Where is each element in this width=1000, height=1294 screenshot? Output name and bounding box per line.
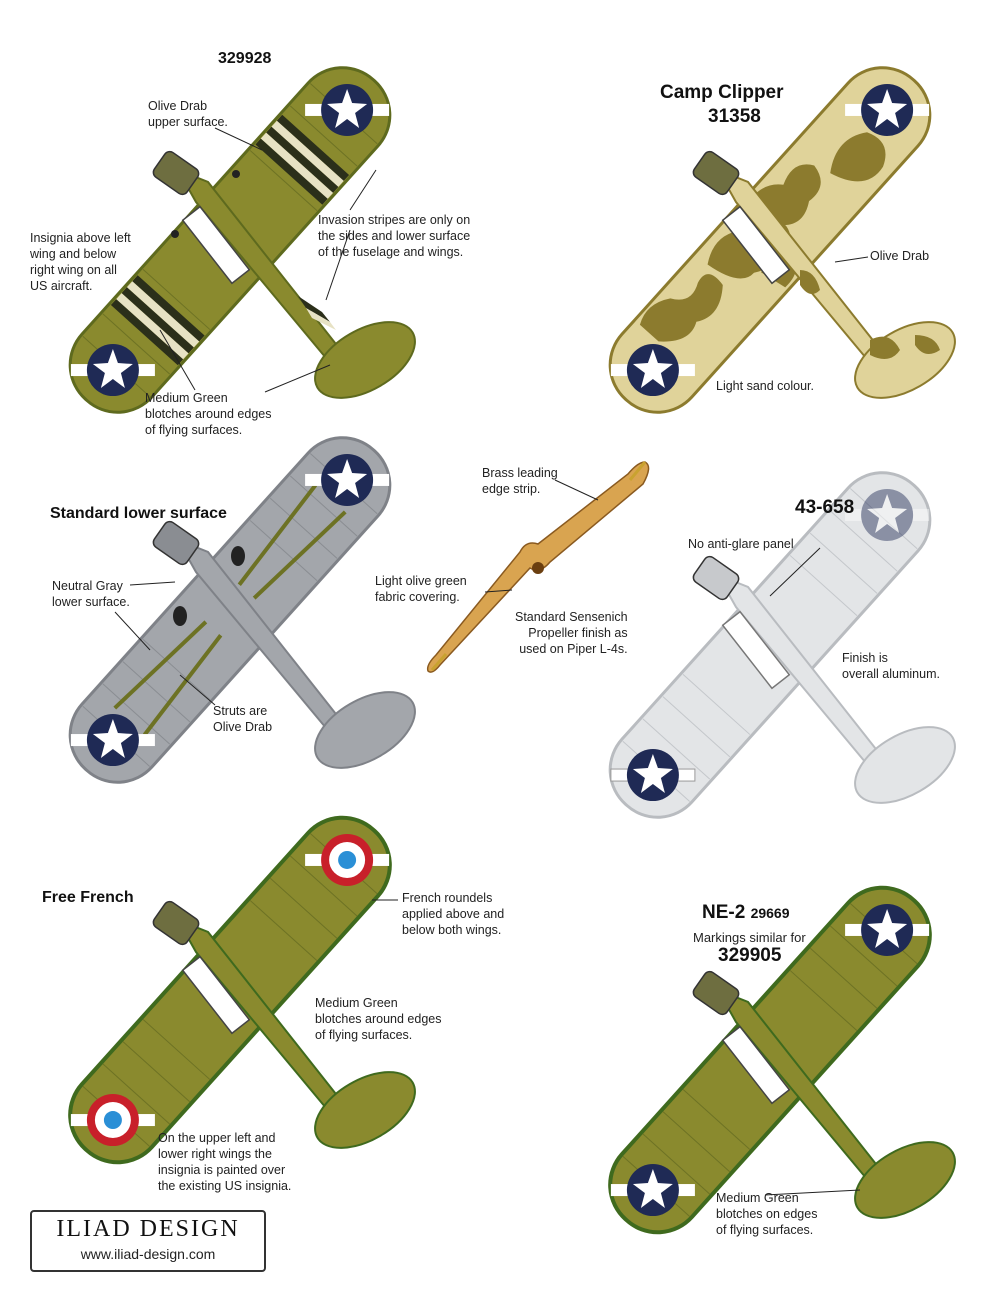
note-sensenich: Standard Sensenich Propeller finish as used on Piper L-4s. (515, 610, 628, 656)
title-camp-clipper: Camp Clipper (660, 82, 784, 103)
brand-url: www.iliad-design.com (80, 1246, 216, 1262)
ne-2-serial: 329905 (718, 945, 782, 966)
note-aluminum: Finish is overall aluminum. (842, 651, 940, 681)
note-olive-drab: Olive Drab (870, 249, 930, 263)
ne-2-label: NE-2 (702, 902, 746, 923)
note-olive-drab-upper: Olive Drab upper surface. (148, 99, 228, 129)
ne-2-serial-small: 29669 (750, 905, 790, 921)
note-medium-green-1: Medium Green blotches around edges of flying surfaces. (145, 391, 272, 437)
note-insignia-position: Insignia above left wing and below right wing on all US aircraft. (30, 231, 131, 293)
note-upper-left-lower-right: On the upper left and lower right wings the insignia is painted over the existing US insignia. (158, 1131, 292, 1193)
note-brass-strip: Brass leading edge strip. (482, 466, 558, 496)
note-no-anti-glare: No anti-glare panel (688, 537, 794, 551)
brand-logo (30, 1210, 266, 1272)
aircraft-free-french (45, 792, 428, 1188)
note-struts: Struts are Olive Drab (213, 704, 273, 734)
ne-2-subtitle: Markings similar for (693, 930, 806, 945)
title-43-658: 43-658 (795, 497, 855, 518)
title-free-french: Free French (42, 889, 134, 906)
brand-name: ILIAD DESIGN (56, 1216, 240, 1242)
serial-camp-clipper: 31358 (708, 106, 761, 127)
title-ne-2 (702, 902, 790, 924)
note-medium-green-6: Medium Green blotches on edges of flying surfaces. (716, 1191, 818, 1237)
title-329928: 329928 (218, 50, 272, 67)
note-light-sand: Light sand colour. (716, 379, 814, 393)
note-invasion-stripes: Invasion stripes are only on the sides and lower surface of the fuselage and wings. (318, 213, 471, 259)
note-french-roundels: French roundels applied above and below both wings. (402, 891, 505, 937)
note-neutral-gray: Neutral Gray lower surface. (52, 579, 130, 609)
note-medium-green-5: Medium Green blotches around edges of flying surfaces. (315, 996, 442, 1042)
note-fabric: Light olive green fabric covering. (375, 574, 467, 604)
title-standard-lower-surface: Standard lower surface (50, 505, 227, 522)
aircraft-43-658 (585, 447, 968, 843)
aircraft-lower-surface (45, 412, 428, 808)
